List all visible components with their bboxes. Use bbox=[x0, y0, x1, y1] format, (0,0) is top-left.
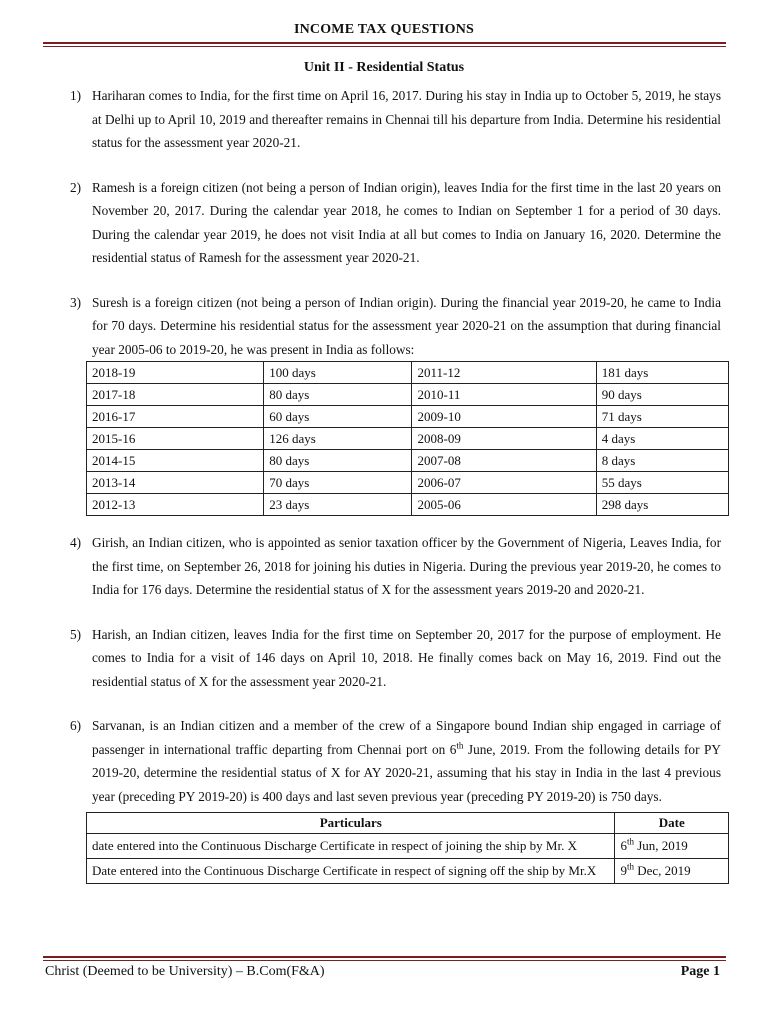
question-number: 4) bbox=[70, 535, 82, 550]
page-content bbox=[0, 58, 768, 884]
days-cell: 181 days bbox=[596, 362, 728, 384]
date-cell: 9th Dec, 2019 bbox=[615, 859, 729, 884]
question-text: Hariharan comes to India, for the first time on April 16, 2017. During his stay in India up to October 5, 2019, he stays at Delhi up to April 10, 2019 and thereafter remains in Chennai till his departure from India. Determine his residential status for the assessment year 2020-21. bbox=[92, 88, 721, 150]
days-cell: 100 days bbox=[264, 362, 412, 384]
particular-cell: Date entered into the Continuous Discharge Certificate in respect of signing off the ship by Mr.X bbox=[87, 859, 615, 884]
question-number: 5) bbox=[70, 626, 82, 642]
crew-table-header-particulars: Particulars bbox=[87, 813, 615, 834]
header-rule-thick bbox=[43, 42, 726, 44]
year-cell: 2012-13 bbox=[87, 494, 264, 516]
year-cell: 2018-19 bbox=[87, 362, 264, 384]
days-cell: 70 days bbox=[264, 472, 412, 494]
days-cell: 23 days bbox=[264, 494, 412, 516]
document-header-title: INCOME TAX QUESTIONS bbox=[293, 22, 475, 37]
header-rule-thin bbox=[43, 46, 726, 47]
days-cell: 71 days bbox=[596, 406, 728, 428]
year-cell: 2008-09 bbox=[412, 428, 596, 450]
year-cell: 2013-14 bbox=[87, 472, 264, 494]
days-cell: 8 days bbox=[596, 450, 728, 472]
days-cell: 80 days bbox=[264, 384, 412, 406]
question-number: 6) bbox=[70, 718, 82, 733]
year-cell: 2011-12 bbox=[412, 362, 596, 384]
presence-table bbox=[86, 361, 729, 516]
year-cell: 2007-08 bbox=[412, 450, 596, 472]
crew-table-header-date: Date bbox=[615, 813, 729, 834]
table-row bbox=[87, 859, 729, 884]
year-cell: 2010-11 bbox=[412, 384, 596, 406]
question-number: 2) bbox=[70, 179, 82, 195]
question-1 bbox=[70, 84, 721, 155]
year-cell: 2016-17 bbox=[87, 406, 264, 428]
page-number: Page 1 bbox=[680, 964, 720, 979]
question-text: Suresh is a foreign citizen (not being a person of Indian origin). During the financial year 2019-20, he came to India for 70 days. Determine his residential status for the assessment year 2020-21 on the assumption that during financial year 2005-06 to 2019-20, he was present in India as follows: bbox=[92, 294, 721, 357]
days-cell: 298 days bbox=[596, 494, 728, 516]
days-cell: 90 days bbox=[596, 384, 728, 406]
days-cell: 80 days bbox=[264, 450, 412, 472]
particular-cell: date entered into the Continuous Discharge Certificate in respect of joining the ship by Mr. X bbox=[87, 834, 615, 859]
year-cell: 2017-18 bbox=[87, 384, 264, 406]
table-row bbox=[87, 384, 729, 406]
table-row bbox=[87, 406, 729, 428]
date-cell: 6th Jun, 2019 bbox=[615, 834, 729, 859]
year-cell: 2014-15 bbox=[87, 450, 264, 472]
year-cell: 2009-10 bbox=[412, 406, 596, 428]
footer-institution: Christ (Deemed to be University) – B.Com(F&A) bbox=[45, 964, 325, 979]
question-6 bbox=[70, 714, 721, 808]
question-text: Sarvanan, is an Indian citizen and a member of the crew of a Singapore bound Indian ship engaged in carriage of passenger in international traffic departing from Chennai port on 6th June, 2019. From the following details for PY 2019-20, determine the residential status of X for AY 2020-21, assuming that his stay in India in the last 4 previous year (preceding PY 2019-20) is 400 days and last seven previous year (preceding PY 2019-20) is 750 days. bbox=[92, 718, 721, 804]
days-cell: 126 days bbox=[264, 428, 412, 450]
year-cell: 2005-06 bbox=[412, 494, 596, 516]
year-cell: 2015-16 bbox=[87, 428, 264, 450]
table-row bbox=[87, 450, 729, 472]
days-cell: 4 days bbox=[596, 428, 728, 450]
unit-title: Unit II - Residential Status bbox=[303, 60, 465, 75]
question-text: Ramesh is a foreign citizen (not being a person of Indian origin), leaves India for the first time in the last 20 years on November 20, 2017. During the calendar year 2018, he comes to Indian on September 1 for a period of 30 days. During the calendar year 2019, he does not visit India at all but comes to India on January 16, 2020. Determine the residential status of Ramesh for the assessment year 2020-21. bbox=[92, 179, 721, 265]
question-2 bbox=[70, 176, 721, 270]
footer-rule-thin bbox=[43, 960, 726, 961]
table-row bbox=[87, 494, 729, 516]
question-5 bbox=[70, 623, 721, 694]
table-row bbox=[87, 428, 729, 450]
question-number: 1) bbox=[70, 88, 82, 103]
table-row bbox=[87, 834, 729, 859]
crew-table bbox=[86, 812, 729, 884]
days-cell: 55 days bbox=[596, 472, 728, 494]
days-cell: 60 days bbox=[264, 406, 412, 428]
question-text: Harish, an Indian citizen, leaves India for the first time on September 20, 2017 for the purpose of employment. He comes to India for a visit of 146 days on April 10, 2018. He finally comes back on May 16, 2019. Find out the residential status of X for the assessment year 2020-21. bbox=[92, 626, 721, 689]
table-row bbox=[87, 362, 729, 384]
question-number: 3) bbox=[70, 294, 82, 310]
footer-rule-thick bbox=[43, 956, 726, 958]
question-3 bbox=[70, 291, 721, 362]
question-4 bbox=[70, 531, 721, 602]
year-cell: 2006-07 bbox=[412, 472, 596, 494]
question-text: Girish, an Indian citizen, who is appointed as senior taxation officer by the Government of Nigeria, Leaves India, for the first time, on September 26, 2018 for joining his duties in Nigeria. During the previous year 2019-20, he comes to India for 176 days. Determine the residential status of X for the assessment years 2019-20 and 2020-21. bbox=[92, 535, 721, 597]
table-row bbox=[87, 472, 729, 494]
